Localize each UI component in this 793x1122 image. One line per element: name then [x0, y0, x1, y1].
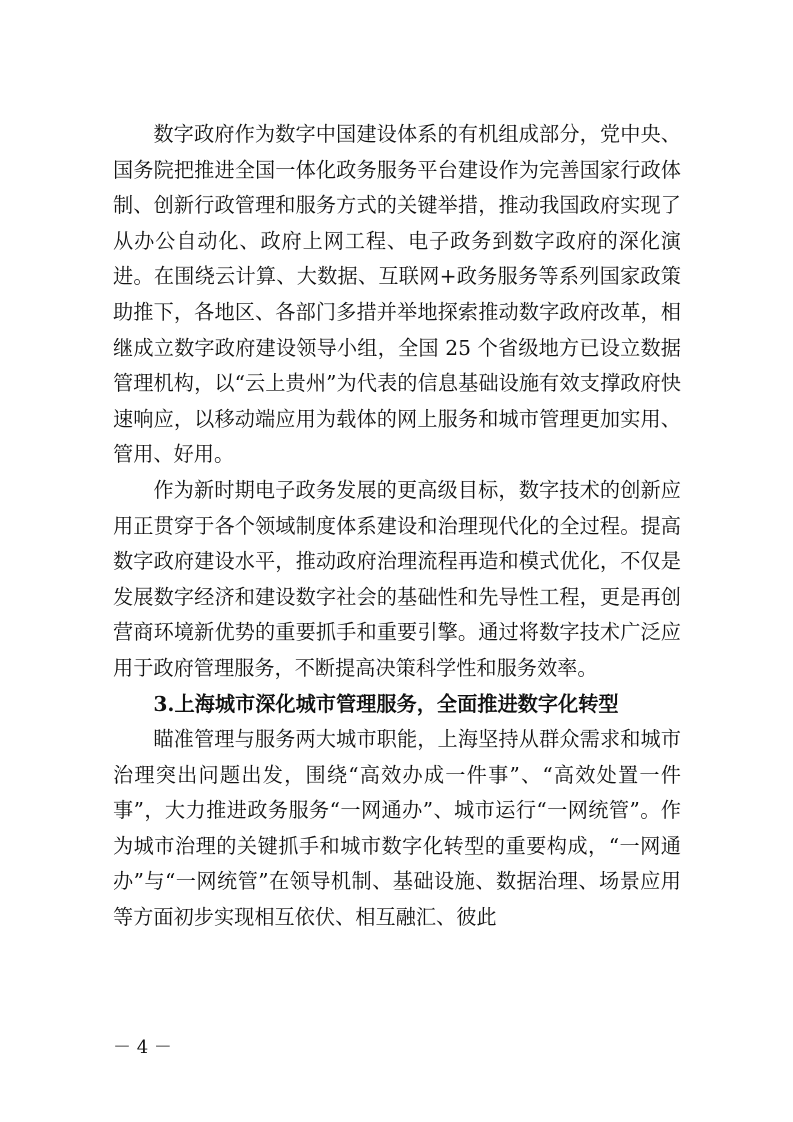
paragraph-shanghai: 瞄准管理与服务两大城市职能，上海坚持从群众需求和城市治理突出问题出发，围绕“高效办成一件事”、“高效处置一件事”，大力推进政务服务“一网通办”、城市运行“一网统管”。作为城市治理的关键抓手和城市数字化转型的重要构成，“一网通办”与“一网统管”在领导机制、基础设施、数据治理、场景应用等方面初步实现相互依伏、相互融汇、彼此 — [113, 727, 681, 930]
paragraph-digital-technology: 作为新时期电子政务发展的更高级目标，数字技术的创新应用正贯穿于各个领域制度体系建设和治理现代化的全过程。提高数字政府建设水平，推动政府治理流程再造和模式优化，不仅是发展数字经济和建设数字社会的基础性和先导性工程，更是再创营商环境新优势的重要抓手和重要引擎。通过将数字技术广泛应用于政府管理服务，不断提高决策科学性和服务效率。 — [113, 477, 681, 680]
section-heading: 3.上海城市深化城市管理服务，全面推进数字化转型 — [153, 691, 619, 716]
page-number: － 4 － — [113, 1037, 172, 1058]
paragraph-digital-government: 数字政府作为数字中国建设体系的有机组成部分，党中央、国务院把推进全国一体化政务服务平台建设作为完善国家行政体制、创新行政管理和服务方式的关键举措，推动我国政府实现了从办公自动化、政府上网工程、电子政务到数字政府的深化演进。在围绕云计算、大数据、互联网+政务服务等系列国家政策助推下，各地区、各部门多措并举地探索推动数字政府改革，相继成立数字政府建设领导小组，全国 25 个省级地方已设立数据管理机构，以“云上贵州”为代表的信息基础设施有效支撑政府快速响应，以移动端应用为载体的网上服务和城市管理更加实用、管用、好用。 — [113, 122, 681, 467]
document-body — [113, 117, 681, 936]
